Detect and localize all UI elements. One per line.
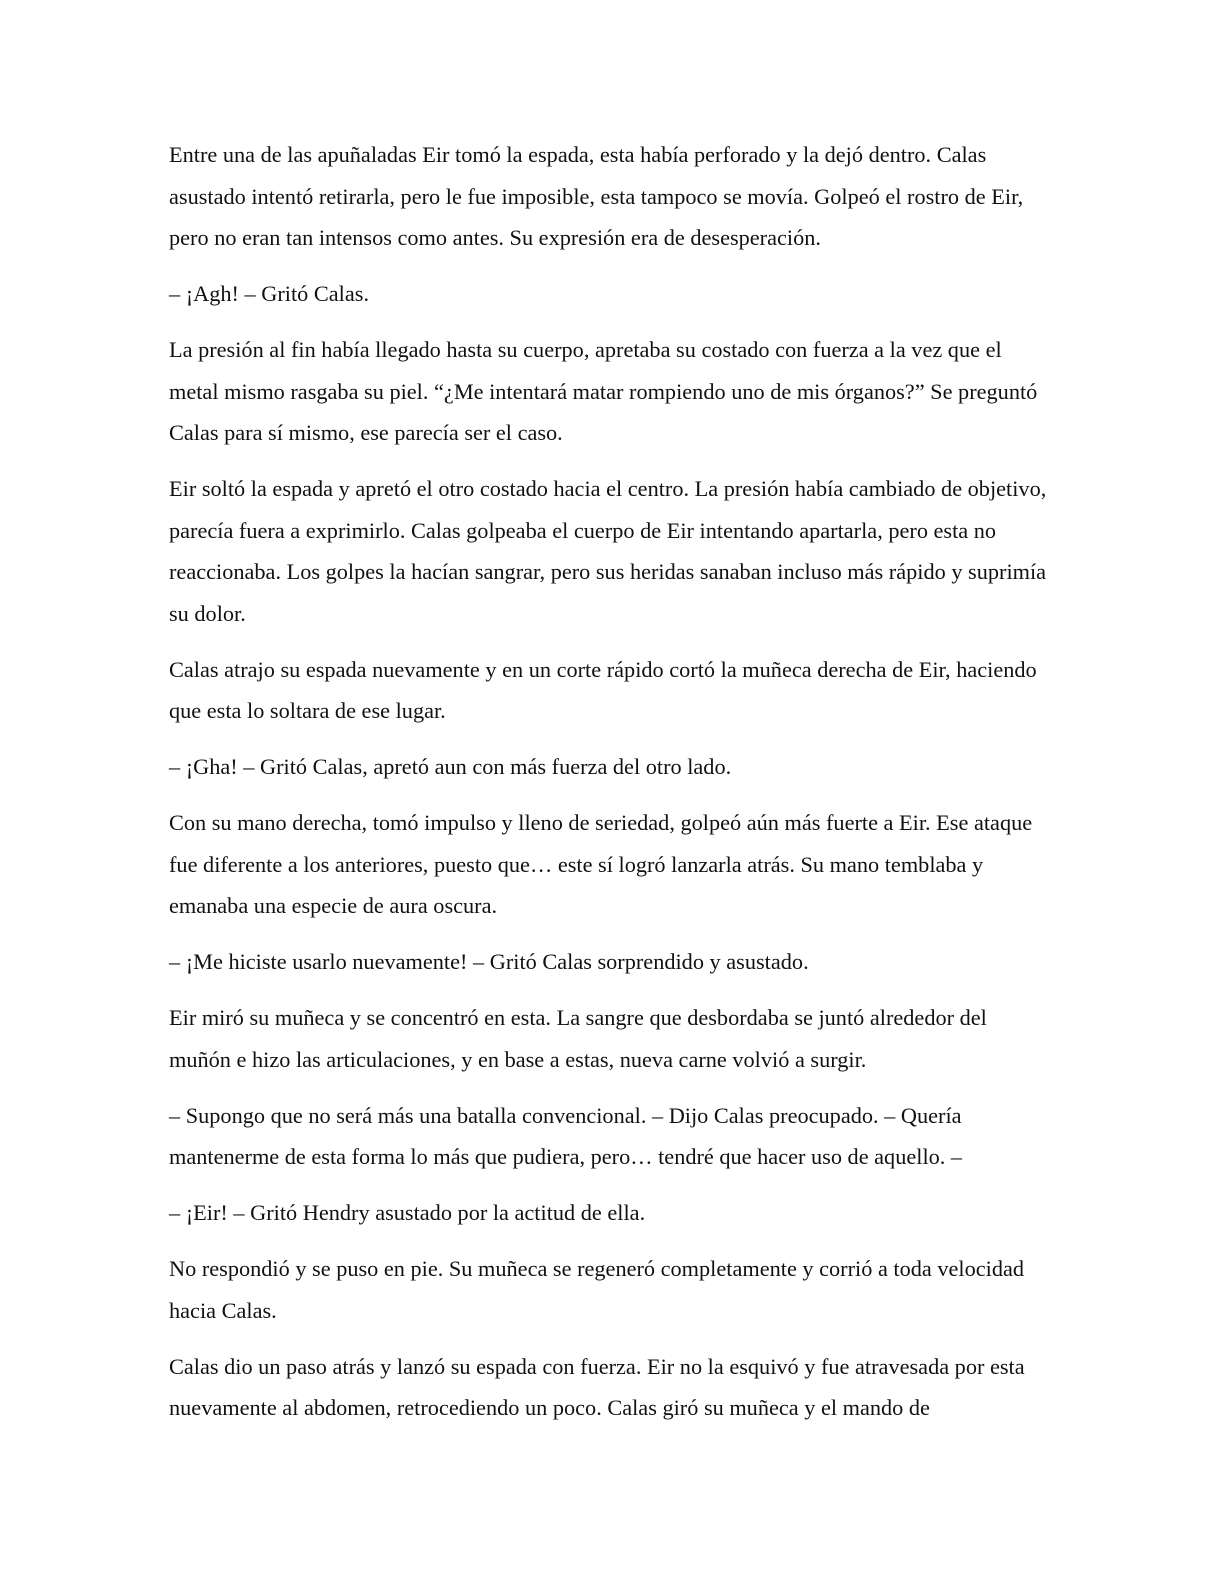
body-text <box>169 134 1047 1443</box>
paragraph: No respondió y se puso en pie. Su muñeca se regeneró completamente y corrió a toda velocidad hacia Calas. <box>169 1256 1025 1323</box>
paragraph: Entre una de las apuñaladas Eir tomó la espada, esta había perforado y la dejó dentro. Calas asustado intentó retirarla, pero le fue imposible, esta tampoco se movía. Golpeó el rostro de Eir, pero no eran tan intensos como antes. Su expresión era de desesperación. <box>169 142 1024 250</box>
paragraph: La presión al fin había llegado hasta su cuerpo, apretaba su costado con fuerza a la vez que el metal mismo rasgaba su piel. “¿Me intentará matar rompiendo uno de mis órganos?” Se preguntó Calas para sí mismo, ese parecía ser el caso. <box>169 337 1038 445</box>
paragraph: Calas atrajo su espada nuevamente y en un corte rápido cortó la muñeca derecha de Eir, haciendo que esta lo soltara de ese lugar. <box>169 656 1037 723</box>
paragraph: – ¡Gha! – Gritó Calas, apretó aun con más fuerza del otro lado. <box>169 754 732 779</box>
paragraph: Eir miró su muñeca y se concentró en esta. La sangre que desbordaba se juntó alrededor del muñón e hizo las articulaciones, y en base a estas, nueva carne volvió a surgir. <box>169 1005 987 1072</box>
paragraph: – ¡Me hiciste usarlo nuevamente! – Gritó Calas sorprendido y asustado. <box>169 949 809 974</box>
paragraph: – Supongo que no será más una batalla convencional. – Dijo Calas preocupado. – Quería mantenerme de esta forma lo más que pudiera, pero… tendré que hacer uso de aquello. – <box>169 1102 963 1169</box>
paragraph: Con su mano derecha, tomó impulso y lleno de seriedad, golpeó aún más fuerte a Eir. Ese ataque fue diferente a los anteriores, puesto que… este sí logró lanzarla atrás. Su mano temblaba y emanaba una especie de aura oscura. <box>169 810 1033 918</box>
paragraph: – ¡Agh! – Gritó Calas. <box>169 281 370 306</box>
paragraph: – ¡Eir! – Gritó Hendry asustado por la actitud de ella. <box>169 1200 646 1225</box>
paragraph: Calas dio un paso atrás y lanzó su espada con fuerza. Eir no la esquivó y fue atravesada por esta nuevamente al abdomen, retrocediendo un poco. Calas giró su muñeca y el mando de <box>169 1353 1025 1420</box>
paragraph: Eir soltó la espada y apretó el otro costado hacia el centro. La presión había cambiado de objetivo, parecía fuera a exprimirlo. Calas golpeaba el cuerpo de Eir intentando apartarla, pero esta no reaccionaba. Los golpes la hacían sangrar, pero sus heridas sanaban incluso más rápido y suprimía su dolor. <box>169 476 1047 626</box>
